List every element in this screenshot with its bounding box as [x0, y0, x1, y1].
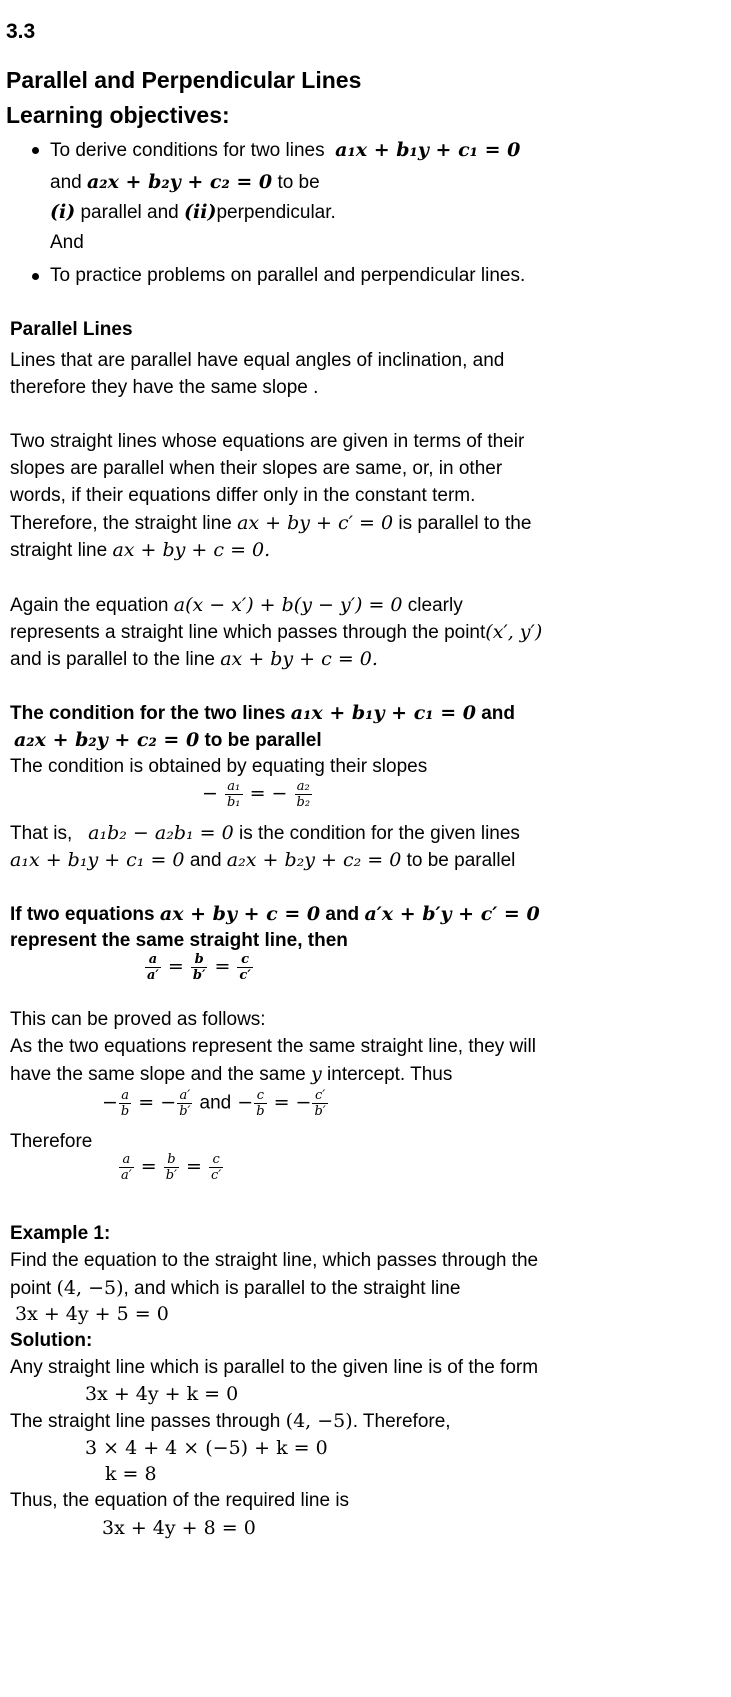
fraction: $\frac{a}{a'}$	[121, 1152, 132, 1183]
paragraph-line: That is, a₁b₂ − a₂b₁ = 0 is the condition for the given lines	[10, 822, 520, 844]
equation: 3x + 4y + k = 0	[85, 1383, 239, 1405]
fraction: $\frac{a}{b}$	[120, 1088, 130, 1119]
paragraph-line: As the two equations represent the same straight line, they will	[10, 1036, 536, 1057]
paragraph-line: a₁x + b₁y + c₁ = 0 and a₂x + b₂y + c₂ = 0 to be parallel	[10, 849, 516, 871]
fraction: $\frac{b}{b'}$	[192, 952, 206, 983]
fraction: $\frac{c}{c'}$	[211, 1152, 222, 1183]
example-heading: Example 1:	[10, 1223, 111, 1244]
paragraph-line: and is parallel to the line ax + by + c = 0.	[10, 648, 378, 670]
equation: k = 8	[105, 1463, 157, 1485]
paragraph-line: represents a straight line which passes through the point(x′, y′)	[10, 621, 543, 643]
condition-heading-line-1: The condition for the two lines a₁x + b₁y + c₁ = 0 and	[10, 702, 516, 724]
paragraph-line: Any straight line which is parallel to the given line is of the form	[10, 1357, 539, 1378]
fraction: $\frac{\text{a₁}}{\text{b₁}}$	[226, 779, 241, 810]
paragraph-line: The condition is obtained by equating their slopes	[10, 756, 428, 777]
paragraph-line: Therefore, the straight line ax + by + c′ = 0 is parallel to the	[10, 512, 532, 534]
same-line-heading-line-2: represent the same straight line, then	[10, 930, 348, 951]
fraction: $\frac{b}{b'}$	[165, 1152, 177, 1183]
equation: 3x + 4y + 8 = 0	[102, 1517, 256, 1539]
section-number: 3.3	[6, 20, 36, 43]
fraction: $\frac{c}{b}$	[256, 1088, 265, 1119]
fraction: $\frac{a}{a'}$	[147, 952, 159, 983]
paragraph-line: have the same slope and the same y intercept. Thus	[10, 1063, 453, 1085]
same-line-heading-line-1: If two equations ax + by + c = 0 and a′x + b′y + c′ = 0	[10, 903, 540, 925]
fraction: $\frac{a'}{b'}$	[179, 1088, 191, 1119]
ratio-formula: $\frac{a}{a'}$ = $\frac{b}{b'}$ = $\frac{c}{c'}$	[121, 1152, 222, 1183]
objective-1-line-3: (i) parallel and (ii)perpendicular.	[50, 201, 336, 223]
slope-equality-formula: − $\frac{\text{a₁}}{\text{b₁}}$ = − $\frac{\text{a₂}}{\text{b₂}}$	[202, 779, 311, 810]
paragraph-line: Lines that are parallel have equal angles of inclination, and	[10, 350, 505, 371]
objective-1-line-4: And	[50, 232, 84, 253]
objective-1-line-2: and a₂x + b₂y + c₂ = 0 to be	[50, 171, 320, 193]
paragraph-line: straight line ax + by + c = 0.	[10, 539, 271, 561]
ratio-formula: $\frac{a}{a'}$ = $\frac{b}{b'}$ = $\frac{c}{c'}$	[147, 952, 251, 983]
paragraph-line: point (4, −5), and which is parallel to the straight line	[10, 1277, 461, 1299]
paragraph-line: The straight line passes through (4, −5). Therefore,	[10, 1410, 451, 1432]
paragraph-line: slopes are parallel when their slopes are same, or, in other	[10, 458, 503, 479]
paragraph-line: Two straight lines whose equations are given in terms of their	[10, 431, 525, 452]
slope-intercept-formula: − $\frac{a}{b}$ = − $\frac{a'}{b'}$ and − $\frac{c}{b}$ = − $\frac{c'}{b'}$	[102, 1088, 326, 1119]
paragraph-line: Thus, the equation of the required line is	[10, 1490, 350, 1511]
objectives-heading: Learning objectives:	[6, 102, 230, 128]
equation: 3 × 4 + 4 × (−5) + k = 0	[85, 1437, 328, 1459]
objective-1-line-1: To derive conditions for two lines a₁x + b₁y + c₁ = 0	[50, 139, 521, 161]
paragraph-line: Again the equation a(x − x′) + b(y − y′) = 0 clearly	[10, 594, 463, 616]
paragraph-line: Find the equation to the straight line, which passes through the	[10, 1250, 539, 1271]
paragraph-line: words, if their equations differ only in the constant term.	[10, 485, 476, 506]
objective-2: To practice problems on parallel and perpendicular lines.	[50, 265, 526, 286]
solution-label: Solution:	[10, 1330, 93, 1351]
fraction: $\frac{\text{a₂}}{\text{b₂}}$	[296, 779, 311, 810]
paragraph-line: Therefore	[10, 1131, 93, 1152]
fraction: $\frac{c'}{b'}$	[314, 1088, 326, 1119]
bullet-icon	[32, 273, 39, 280]
fraction: $\frac{c}{c'}$	[239, 952, 251, 983]
paragraph-line: This can be proved as follows:	[10, 1009, 266, 1030]
equation: 3x + 4y + 5 = 0	[15, 1303, 169, 1325]
section-title: Parallel and Perpendicular Lines	[6, 67, 362, 93]
condition-heading-line-2: a₂x + b₂y + c₂ = 0 to be parallel	[14, 729, 322, 751]
bullet-icon	[32, 147, 39, 154]
paragraph-line: therefore they have the same slope .	[10, 377, 319, 398]
parallel-lines-heading: Parallel Lines	[10, 319, 133, 340]
